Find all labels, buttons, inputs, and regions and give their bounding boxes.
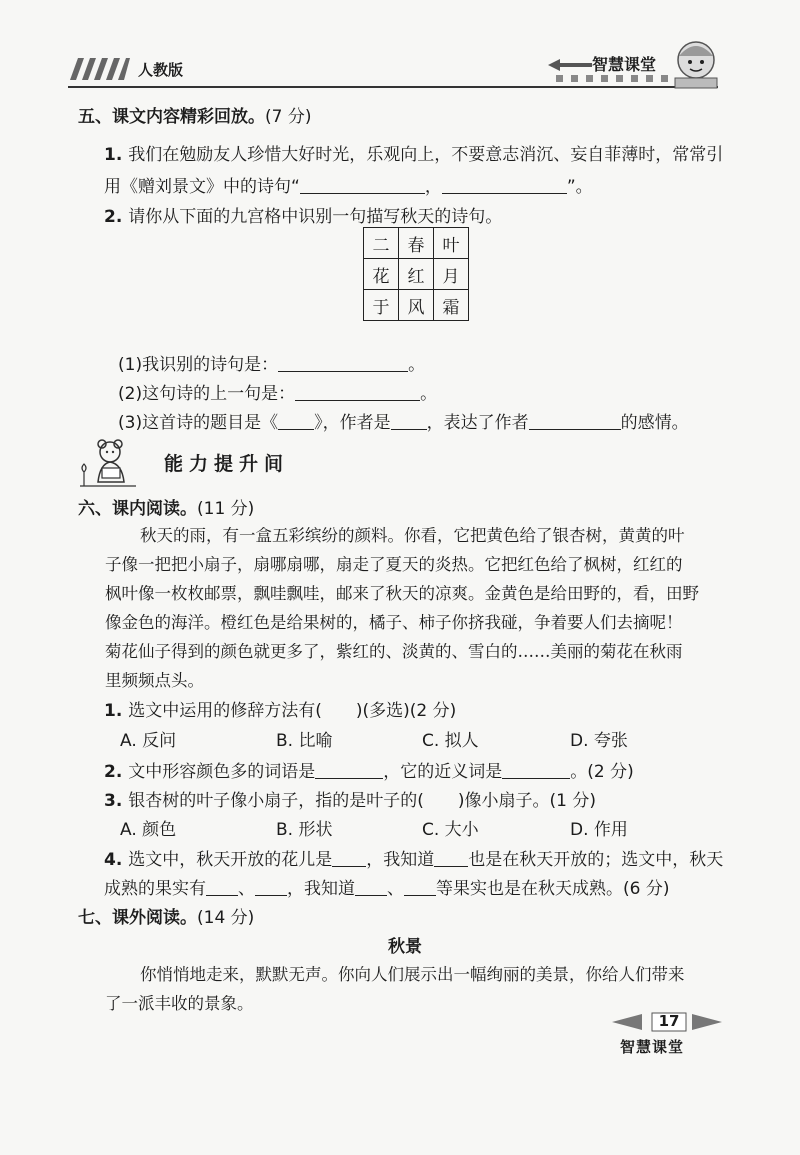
grid-cell: 于	[364, 290, 399, 321]
passage-line: 菊花仙子得到的颜色就更多了，紫红的、淡黄的、雪白的……美丽的菊花在秋雨	[105, 642, 683, 661]
grid-cell: 月	[434, 259, 469, 290]
footer-brand: 智慧课堂	[620, 1038, 685, 1056]
grid-cell: 花	[364, 259, 399, 290]
header-squares-graphic	[556, 75, 671, 83]
section6-title: 六、课内阅读。	[78, 499, 197, 519]
passage-line: 了一派丰收的景象。	[105, 994, 254, 1013]
q5-1-line2: 用《赠刘景文》中的诗句“ ， ”。	[104, 177, 593, 197]
header-mascot-icon	[665, 40, 727, 90]
page-number: 17	[658, 1012, 680, 1030]
answer-blank[interactable]	[404, 878, 436, 896]
header-arrow-icon	[548, 58, 592, 72]
answer-blank[interactable]	[434, 849, 468, 867]
article-title: 秋景	[388, 937, 422, 957]
answer-blank[interactable]	[300, 176, 425, 194]
q5-2-text: 请你从下面的九宫格中识别一句描写秋天的诗句。	[128, 207, 503, 227]
q5-2-sub2: (2)这句诗的上一句是： 。	[118, 384, 438, 404]
q6-3-option-d[interactable]: D. 作用	[570, 820, 628, 840]
girl-reading-icon	[80, 438, 136, 488]
section7-title: 七、课外阅读。	[78, 908, 197, 928]
q6-1-option-a[interactable]: A. 反问	[120, 731, 177, 751]
edition-label: 人教版	[138, 61, 184, 79]
q6-1-line: 1. 选文中运用的修辞方法有( )(多选)(2 分)	[104, 701, 457, 721]
q5-2-sub1: (1)我识别的诗句是： 。	[118, 355, 426, 375]
grid-cell: 风	[399, 290, 434, 321]
section7-heading	[78, 903, 254, 928]
passage-line: 枫叶像一枚枚邮票，飘哇飘哇，邮来了秋天的凉爽。金黄色是给田野的，看，田野	[105, 584, 699, 603]
answer-blank[interactable]	[278, 354, 408, 372]
section6-heading	[78, 494, 254, 519]
section7-score: (14 分)	[197, 908, 255, 928]
passage-line: 秋天的雨，有一盒五彩缤纷的颜料。你看，它把黄色给了银杏树，黄黄的叶	[140, 526, 685, 545]
answer-blank[interactable]	[442, 176, 567, 194]
answer-blank[interactable]	[255, 878, 287, 896]
q6-1-text: 选文中运用的修辞方法有( )(多选)(2 分)	[128, 701, 457, 721]
answer-blank[interactable]	[315, 761, 383, 779]
grid-cell: 叶	[434, 228, 469, 259]
q6-1-option-c[interactable]: C. 拟人	[422, 731, 479, 751]
q6-2-line: 2. 文中形容颜色多的词语是 ，它的近义词是 。(2 分)	[104, 762, 634, 782]
section5-score: (7 分)	[265, 107, 312, 127]
passage-line: 像金色的海洋。橙红色是给果树的，橘子、柿子你挤我碰，争着要人们去摘呢！	[105, 613, 683, 632]
q6-3-option-c[interactable]: C. 大小	[422, 820, 479, 840]
q5-1-text: 我们在勉励友人珍惜大好时光，乐观向上，不要意志消沉、妄自菲薄时，常常引	[128, 145, 724, 165]
grid-cell: 春	[399, 228, 434, 259]
q6-3-option-a[interactable]: A. 颜色	[120, 820, 177, 840]
answer-blank[interactable]	[391, 412, 427, 430]
nine-grid	[363, 227, 469, 321]
header-stripes-graphic	[70, 58, 130, 80]
answer-blank[interactable]	[332, 849, 366, 867]
header-rule	[68, 86, 718, 88]
answer-blank[interactable]	[355, 878, 387, 896]
ability-section-title: 能力提升间	[164, 453, 290, 475]
passage-line: 你悄悄地走来，默默无声。你向人们展示出一幅绚丽的美景，你给人们带来	[140, 965, 685, 984]
q6-1-option-d[interactable]: D. 夸张	[570, 731, 628, 751]
grid-cell: 二	[364, 228, 399, 259]
section5-heading	[78, 102, 311, 127]
answer-blank[interactable]	[278, 412, 314, 430]
passage-line: 子像一把把小扇子，扇哪扇哪，扇走了夏天的炎热。它把红色给了枫树，红红的	[105, 555, 683, 574]
q6-3-text: 银杏树的叶子像小扇子，指的是叶子的( )像小扇子。(1 分)	[128, 791, 596, 811]
grid-cell: 红	[399, 259, 434, 290]
q6-4-line1: 4. 选文中，秋天开放的花儿是 ，我知道 也是在秋天开放的；选文中，秋天	[104, 850, 724, 870]
q6-3-option-b[interactable]: B. 形状	[276, 820, 333, 840]
q6-3-line: 3. 银杏树的叶子像小扇子，指的是叶子的( )像小扇子。(1 分)	[104, 791, 596, 811]
answer-blank[interactable]	[206, 878, 238, 896]
answer-blank[interactable]	[502, 761, 570, 779]
grid-cell: 霜	[434, 290, 469, 321]
q5-2-sub3: (3)这首诗的题目是《 》，作者是 ，表达了作者 的感情。	[118, 413, 689, 433]
q6-1-option-b[interactable]: B. 比喻	[276, 731, 333, 751]
q6-4-line2: 成熟的果实有 、 ，我知道 、 等果实也是在秋天成熟。(6 分)	[104, 879, 670, 899]
q5-1-line1: 1. 我们在勉励友人珍惜大好时光，乐观向上，不要意志消沉、妄自菲薄时，常常引	[104, 145, 724, 165]
passage-line: 里频频点头。	[105, 671, 204, 690]
header-brand: 智慧课堂	[592, 55, 657, 74]
answer-blank[interactable]	[295, 383, 420, 401]
section5-title: 五、课文内容精彩回放。	[78, 107, 265, 127]
section6-score: (11 分)	[197, 499, 255, 519]
q5-2-line: 2. 请你从下面的九宫格中识别一句描写秋天的诗句。	[104, 207, 503, 227]
answer-blank[interactable]	[529, 412, 621, 430]
